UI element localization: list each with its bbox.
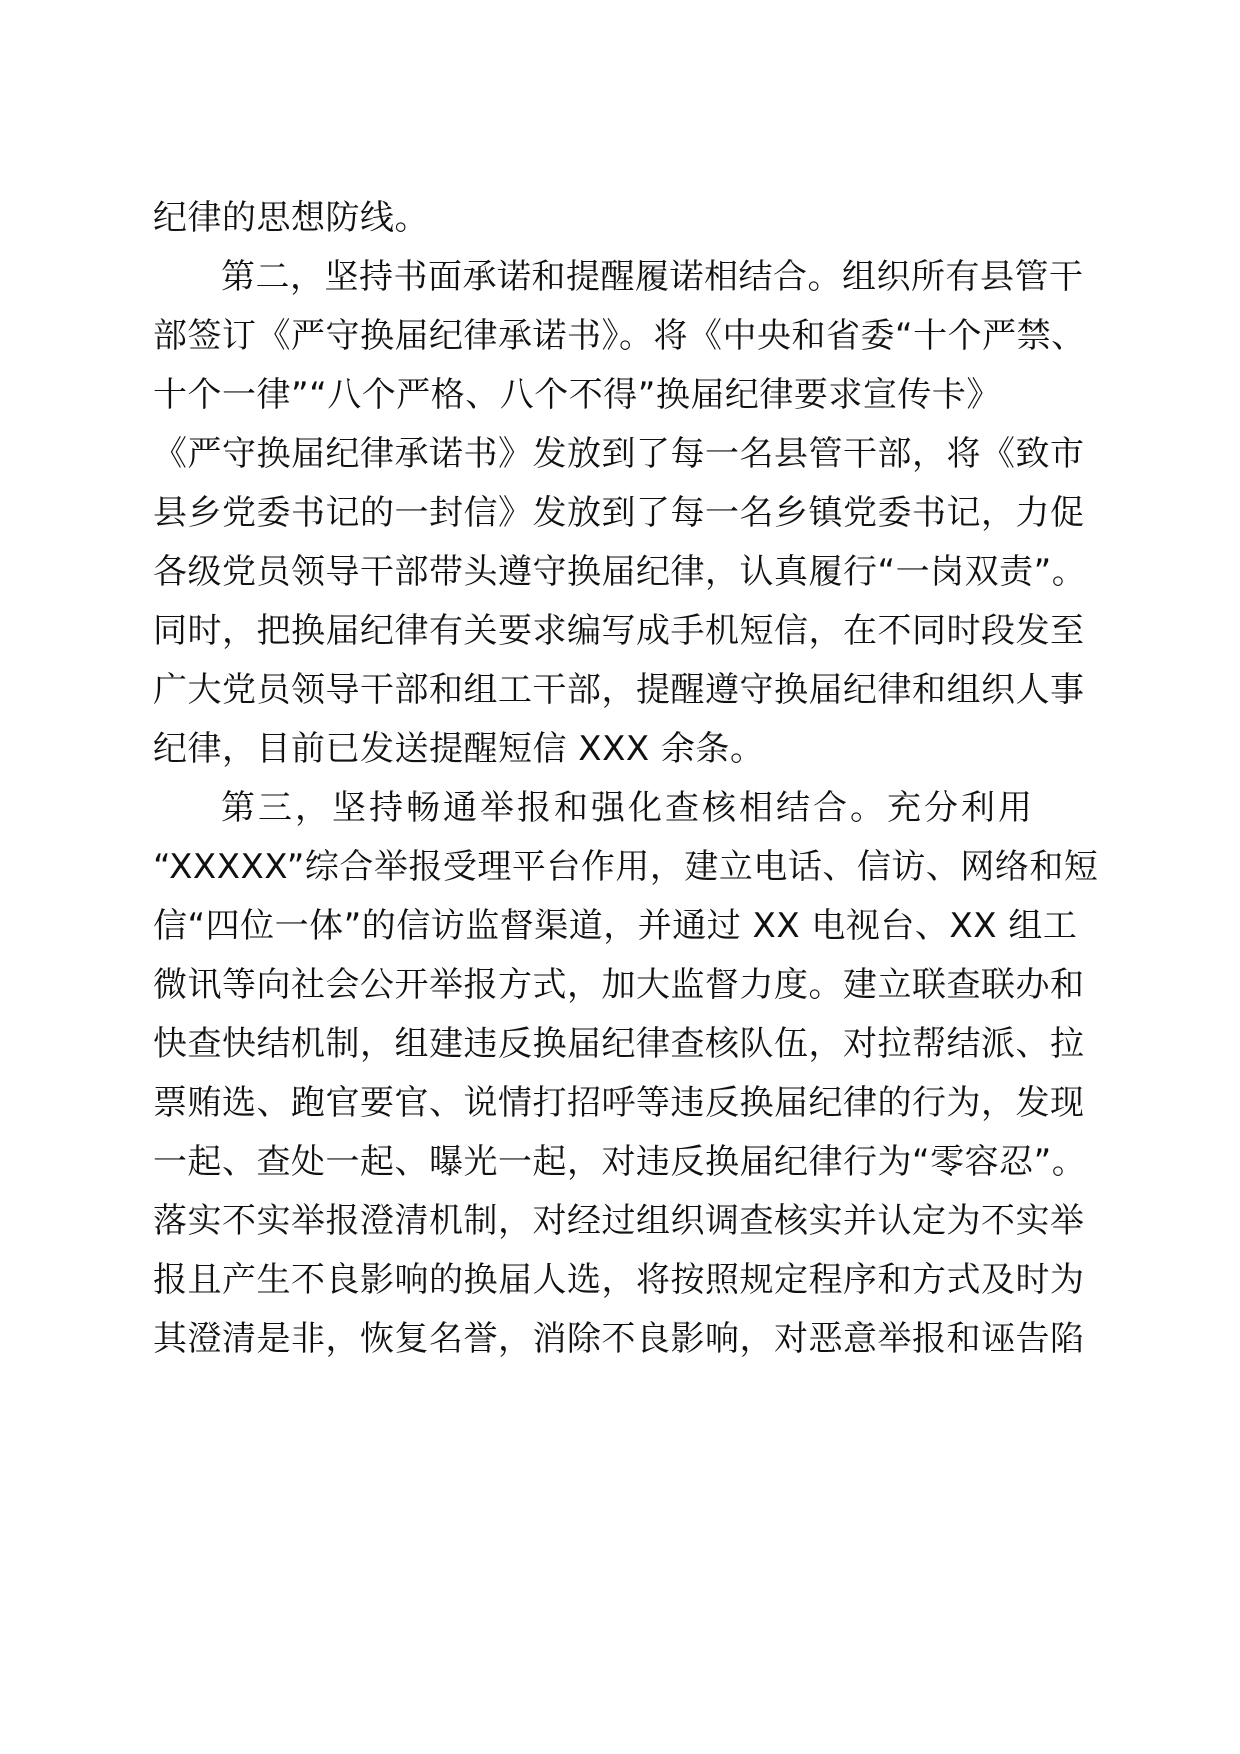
text-line: 纪律，目前已发送提醒短信 XXX 余条。 (153, 729, 765, 769)
text-line: 票贿选、跑官要官、说情打招呼等违反换届纪律的行为，发现 (153, 1083, 1085, 1123)
text-line: 同时，把换届纪律有关要求编写成手机短信，在不同时段发至 (153, 611, 1085, 651)
text-line: 广大党员领导干部和组工干部，提醒遵守换届纪律和组织人事 (153, 670, 1085, 710)
text-line: 快查快结机制，组建违反换届纪律查核队伍，对拉帮结派、拉 (153, 1024, 1085, 1064)
paragraph-start: 第二，坚持书面承诺和提醒履诺相结合。组织所有县管干 (221, 257, 1084, 297)
text-line: 落实不实举报澄清机制，对经过组织调查核实并认定为不实举 (153, 1201, 1085, 1241)
text-line: 信“四位一体”的信访监督渠道，并通过 XX 电视台、XX 组工 (153, 906, 1078, 946)
text-line: “XXXXX”综合举报受理平台作用，建立电话、信访、网络和短 (153, 847, 1099, 887)
paragraph-start: 第三，坚持畅通举报和强化查核相结合。充分利用 (221, 788, 1035, 828)
text-line: 《严守换届纪律承诺书》发放到了每一名县管干部，将《致市 (153, 434, 1085, 474)
text-line: 各级党员领导干部带头遵守换届纪律，认真履行“一岗双责”。 (153, 552, 1087, 592)
text-line: 其澄清是非，恢复名誉，消除不良影响，对恶意举报和诬告陷 (153, 1319, 1085, 1359)
text-line: 一起、查处一起、曝光一起，对违反换届纪律行为“零容忍”。 (153, 1142, 1087, 1182)
text-line: 微讯等向社会公开举报方式，加大监督力度。建立联查联办和 (153, 965, 1085, 1005)
text-line: 十个一律”“八个严格、八个不得”换届纪律要求宣传卡》 (153, 375, 1001, 415)
text-line: 部签订《严守换届纪律承诺书》。将《中央和省委“十个严禁、 (153, 316, 1086, 356)
text-line: 纪律的思想防线。 (153, 198, 429, 238)
text-line: 县乡党委书记的一封信》发放到了每一名乡镇党委书记，力促 (153, 493, 1085, 533)
text-line: 报且产生不良影响的换届人选，将按照规定程序和方式及时为 (153, 1260, 1085, 1300)
